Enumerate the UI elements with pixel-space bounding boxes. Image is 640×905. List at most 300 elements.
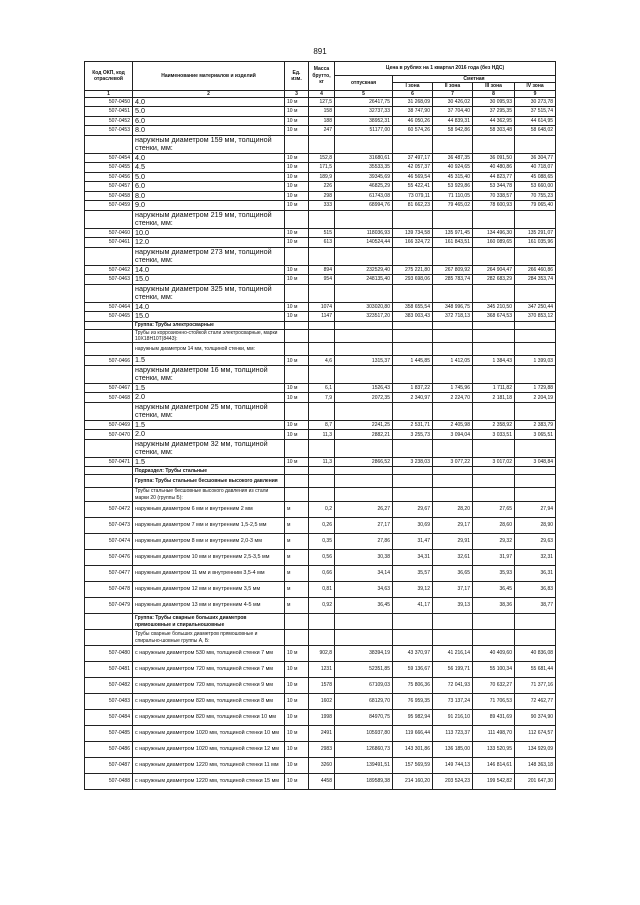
cell-empty xyxy=(393,321,433,329)
table-section-row xyxy=(85,614,556,630)
header-estimated: Сметная xyxy=(393,76,556,83)
cell-mass: 1602 xyxy=(309,694,335,710)
cell-code xyxy=(85,614,133,630)
cell-zone-4: 45 088,65 xyxy=(515,172,556,182)
table-section-row xyxy=(85,321,556,329)
cell-name: 4.5 xyxy=(133,163,285,173)
cell-code xyxy=(85,439,133,457)
cell-empty xyxy=(309,630,335,646)
table-row xyxy=(85,662,556,678)
cell-unit: 10 м xyxy=(285,356,309,366)
cell-zone-4: 37 515,74 xyxy=(515,107,556,117)
cell-zone-1: 139 734,58 xyxy=(393,228,433,238)
cell-zone-1: 39,12 xyxy=(393,582,433,598)
cell-zone-3: 55 100,34 xyxy=(473,662,515,678)
cell-zone-1: 214 160,20 xyxy=(393,774,433,790)
cell-empty xyxy=(433,210,473,228)
cell-unit: 10 м xyxy=(285,265,309,275)
cell-empty xyxy=(335,329,393,343)
column-index: 2 xyxy=(133,90,285,97)
cell-zone-2: 2 224,70 xyxy=(433,393,473,403)
cell-empty xyxy=(335,321,393,329)
cell-release-price: 26417,75 xyxy=(335,97,393,107)
cell-code: 507-0474 xyxy=(85,534,133,550)
cell-section-title: Группа: Трубы стальные бесшовные высокого давления xyxy=(133,475,285,488)
column-index: 7 xyxy=(433,90,473,97)
cell-empty xyxy=(335,402,393,420)
cell-zone-3: 70 338,57 xyxy=(473,191,515,201)
cell-zone-1: 46 050,26 xyxy=(393,116,433,126)
cell-empty xyxy=(335,614,393,630)
header-name: Наименование материалов и изделий xyxy=(133,62,285,91)
cell-zone-1: 55 422,41 xyxy=(393,182,433,192)
cell-empty xyxy=(473,475,515,488)
cell-zone-4: 55 681,44 xyxy=(515,662,556,678)
cell-mass: 333 xyxy=(309,201,335,211)
cell-release-price: 140524,44 xyxy=(335,238,393,248)
table-section-row xyxy=(85,329,556,343)
cell-zone-4: 36,31 xyxy=(515,566,556,582)
price-table xyxy=(84,61,556,790)
cell-empty xyxy=(309,247,335,265)
column-index-row xyxy=(85,90,556,97)
column-index: 3 xyxy=(285,90,309,97)
cell-code: 507-0482 xyxy=(85,678,133,694)
cell-code: 507-0486 xyxy=(85,742,133,758)
cell-zone-2: 203 524,23 xyxy=(433,774,473,790)
cell-name: 1.5 xyxy=(133,356,285,366)
cell-zone-4: 284 353,74 xyxy=(515,275,556,285)
cell-zone-1: 2 340,97 xyxy=(393,393,433,403)
cell-mass: 6,1 xyxy=(309,383,335,393)
cell-code: 507-0463 xyxy=(85,275,133,285)
cell-zone-4: 2 204,19 xyxy=(515,393,556,403)
cell-code xyxy=(85,402,133,420)
cell-zone-1: 3 255,73 xyxy=(393,430,433,440)
cell-empty xyxy=(309,135,335,153)
cell-zone-3: 31,97 xyxy=(473,550,515,566)
cell-zone-1: 383 003,43 xyxy=(393,312,433,322)
cell-release-price: 1526,43 xyxy=(335,383,393,393)
cell-zone-3: 345 210,50 xyxy=(473,302,515,312)
cell-code: 507-0480 xyxy=(85,646,133,662)
cell-mass: 1578 xyxy=(309,678,335,694)
cell-empty xyxy=(335,284,393,302)
cell-zone-3: 44 362,95 xyxy=(473,116,515,126)
cell-empty xyxy=(309,402,335,420)
header-zone-3: III зона xyxy=(473,83,515,90)
cell-zone-3: 199 542,82 xyxy=(473,774,515,790)
cell-mass: 2491 xyxy=(309,726,335,742)
cell-empty xyxy=(473,488,515,502)
cell-zone-2: 135 971,45 xyxy=(433,228,473,238)
cell-zone-3: 282 683,29 xyxy=(473,275,515,285)
cell-mass: 0,26 xyxy=(309,518,335,534)
cell-zone-3: 44 823,77 xyxy=(473,172,515,182)
cell-mass: 189,9 xyxy=(309,172,335,182)
cell-zone-2: 136 185,00 xyxy=(433,742,473,758)
cell-unit: 10 м xyxy=(285,312,309,322)
table-row xyxy=(85,678,556,694)
cell-zone-4: 28,90 xyxy=(515,518,556,534)
header-price-title: Цена в рублях на 1 квартал 2016 года (без НДС) xyxy=(335,62,556,76)
cell-zone-3: 71 706,53 xyxy=(473,694,515,710)
table-row xyxy=(85,238,556,248)
table-section-row xyxy=(85,488,556,502)
cell-zone-1: 41,17 xyxy=(393,598,433,614)
cell-zone-2: 39,13 xyxy=(433,598,473,614)
cell-name: 2.0 xyxy=(133,430,285,440)
header-zone-2: II зона xyxy=(433,83,473,90)
cell-unit: м xyxy=(285,582,309,598)
cell-release-price: 126860,73 xyxy=(335,742,393,758)
cell-empty xyxy=(335,365,393,383)
cell-empty xyxy=(335,343,393,356)
cell-empty xyxy=(433,365,473,383)
cell-zone-2: 79 465,02 xyxy=(433,201,473,211)
cell-empty xyxy=(335,475,393,488)
cell-code: 507-0453 xyxy=(85,126,133,136)
price-table-body xyxy=(85,97,556,789)
cell-zone-4: 53 660,00 xyxy=(515,182,556,192)
cell-zone-4: 27,94 xyxy=(515,502,556,518)
cell-zone-2: 28,20 xyxy=(433,502,473,518)
table-row xyxy=(85,694,556,710)
cell-mass: 11,3 xyxy=(309,457,335,467)
cell-release-price: 51177,00 xyxy=(335,126,393,136)
table-row xyxy=(85,758,556,774)
table-row xyxy=(85,457,556,467)
cell-zone-1: 30,69 xyxy=(393,518,433,534)
cell-zone-1: 3 238,03 xyxy=(393,457,433,467)
cell-code: 507-0461 xyxy=(85,238,133,248)
cell-release-price: 39345,69 xyxy=(335,172,393,182)
cell-name: 12.0 xyxy=(133,238,285,248)
table-row xyxy=(85,420,556,430)
cell-empty xyxy=(433,135,473,153)
cell-zone-2: 53 929,86 xyxy=(433,182,473,192)
cell-unit: 10 м xyxy=(285,383,309,393)
cell-zone-2: 285 783,74 xyxy=(433,275,473,285)
cell-zone-4: 2 383,79 xyxy=(515,420,556,430)
cell-mass: 171,5 xyxy=(309,163,335,173)
column-index: 9 xyxy=(515,90,556,97)
cell-empty xyxy=(285,135,309,153)
table-row xyxy=(85,550,556,566)
cell-zone-4: 90 374,90 xyxy=(515,710,556,726)
cell-zone-3: 40 480,86 xyxy=(473,163,515,173)
cell-empty xyxy=(309,467,335,475)
cell-zone-3: 160 089,65 xyxy=(473,238,515,248)
cell-release-price: 61743,08 xyxy=(335,191,393,201)
cell-empty xyxy=(515,467,556,475)
cell-zone-2: 149 744,13 xyxy=(433,758,473,774)
cell-unit: м xyxy=(285,598,309,614)
cell-name: с наружным диаметром 720 мм, толщиной стенки 9 мм xyxy=(133,678,285,694)
cell-release-price: 38394,19 xyxy=(335,646,393,662)
cell-release-price: 232529,40 xyxy=(335,265,393,275)
cell-name: с наружным диаметром 820 мм, толщиной стенки 10 мм xyxy=(133,710,285,726)
cell-empty xyxy=(473,321,515,329)
cell-zone-2: 1 412,05 xyxy=(433,356,473,366)
column-index: 8 xyxy=(473,90,515,97)
cell-mass: 613 xyxy=(309,238,335,248)
cell-empty xyxy=(473,365,515,383)
cell-zone-1: 119 666,44 xyxy=(393,726,433,742)
cell-zone-3: 53 344,78 xyxy=(473,182,515,192)
cell-empty xyxy=(515,630,556,646)
cell-empty xyxy=(309,439,335,457)
cell-release-price: 31680,61 xyxy=(335,153,393,163)
table-row xyxy=(85,393,556,403)
cell-empty xyxy=(285,488,309,502)
cell-unit: 10 м xyxy=(285,457,309,467)
cell-release-price: 323517,20 xyxy=(335,312,393,322)
cell-zone-2: 45 315,40 xyxy=(433,172,473,182)
cell-release-price: 52351,85 xyxy=(335,662,393,678)
cell-code xyxy=(85,247,133,265)
cell-zone-3: 111 498,70 xyxy=(473,726,515,742)
cell-unit: 10 м xyxy=(285,163,309,173)
cell-name: наружным диаметром 13 мм и внутренним 4-5 мм xyxy=(133,598,285,614)
cell-mass: 0,66 xyxy=(309,566,335,582)
cell-empty xyxy=(285,365,309,383)
cell-zone-1: 76 959,35 xyxy=(393,694,433,710)
cell-section-title: наружным диаметром 14 мм, толщиной стенки, мм: xyxy=(133,343,285,356)
cell-section-title: Трубы стальные бесшовные высокого давления из стали марки 20 (группы Б): xyxy=(133,488,285,502)
cell-zone-4: 32,31 xyxy=(515,550,556,566)
cell-empty xyxy=(393,439,433,457)
cell-mass: 188 xyxy=(309,116,335,126)
cell-zone-1: 29,67 xyxy=(393,502,433,518)
cell-code: 507-0459 xyxy=(85,201,133,211)
cell-zone-1: 95 982,94 xyxy=(393,710,433,726)
cell-mass: 0,92 xyxy=(309,598,335,614)
cell-code: 507-0457 xyxy=(85,182,133,192)
cell-empty xyxy=(393,467,433,475)
cell-zone-2: 29,91 xyxy=(433,534,473,550)
cell-zone-1: 2 531,71 xyxy=(393,420,433,430)
cell-section-title: наружным диаметром 16 мм, толщиной стенки, мм: xyxy=(133,365,285,383)
cell-name: 10.0 xyxy=(133,228,285,238)
cell-zone-4: 370 853,12 xyxy=(515,312,556,322)
cell-empty xyxy=(473,343,515,356)
cell-zone-4: 44 614,95 xyxy=(515,116,556,126)
cell-code xyxy=(85,321,133,329)
cell-section-title: наружным диаметром 325 мм, толщиной стенки, мм: xyxy=(133,284,285,302)
cell-zone-2: 1 745,96 xyxy=(433,383,473,393)
cell-release-price: 303020,80 xyxy=(335,302,393,312)
cell-zone-4: 71 377,16 xyxy=(515,678,556,694)
cell-zone-3: 146 814,61 xyxy=(473,758,515,774)
cell-empty xyxy=(515,614,556,630)
cell-unit: 10 м xyxy=(285,116,309,126)
cell-unit: 10 м xyxy=(285,228,309,238)
cell-section-title: наружным диаметром 159 мм, толщиной стенки, мм: xyxy=(133,135,285,153)
cell-empty xyxy=(515,439,556,457)
table-row xyxy=(85,163,556,173)
cell-mass: 515 xyxy=(309,228,335,238)
cell-zone-2: 56 199,71 xyxy=(433,662,473,678)
cell-mass: 4458 xyxy=(309,774,335,790)
cell-name: 14.0 xyxy=(133,265,285,275)
cell-code xyxy=(85,329,133,343)
cell-empty xyxy=(309,284,335,302)
cell-empty xyxy=(473,402,515,420)
cell-zone-1: 43 370,97 xyxy=(393,646,433,662)
cell-mass: 247 xyxy=(309,126,335,136)
cell-zone-4: 135 291,07 xyxy=(515,228,556,238)
cell-empty xyxy=(393,365,433,383)
header-code: Код ОКП, код отраслевой xyxy=(85,62,133,91)
table-row xyxy=(85,228,556,238)
cell-zone-3: 89 431,69 xyxy=(473,710,515,726)
table-row xyxy=(85,302,556,312)
cell-zone-3: 2 358,92 xyxy=(473,420,515,430)
cell-code: 507-0467 xyxy=(85,383,133,393)
cell-name: 4.0 xyxy=(133,97,285,107)
cell-name: 1.5 xyxy=(133,383,285,393)
cell-code: 507-0450 xyxy=(85,97,133,107)
cell-unit: 10 м xyxy=(285,710,309,726)
cell-mass: 8,7 xyxy=(309,420,335,430)
cell-empty xyxy=(393,630,433,646)
cell-mass: 954 xyxy=(309,275,335,285)
cell-zone-1: 37 497,17 xyxy=(393,153,433,163)
column-index: 1 xyxy=(85,90,133,97)
cell-code: 507-0452 xyxy=(85,116,133,126)
cell-unit: 10 м xyxy=(285,302,309,312)
cell-zone-2: 2 405,98 xyxy=(433,420,473,430)
cell-mass: 1074 xyxy=(309,302,335,312)
table-section-row xyxy=(85,475,556,488)
cell-zone-1: 275 221,80 xyxy=(393,265,433,275)
cell-empty xyxy=(335,467,393,475)
cell-zone-1: 166 324,72 xyxy=(393,238,433,248)
cell-empty xyxy=(309,210,335,228)
cell-zone-3: 28,60 xyxy=(473,518,515,534)
cell-zone-1: 157 569,59 xyxy=(393,758,433,774)
cell-zone-3: 70 632,27 xyxy=(473,678,515,694)
cell-zone-3: 368 674,53 xyxy=(473,312,515,322)
cell-zone-4: 3 065,51 xyxy=(515,430,556,440)
cell-empty xyxy=(433,321,473,329)
cell-empty xyxy=(285,247,309,265)
cell-release-price: 32737,33 xyxy=(335,107,393,117)
cell-zone-3: 36 091,50 xyxy=(473,153,515,163)
cell-code: 507-0454 xyxy=(85,153,133,163)
cell-zone-1: 31,47 xyxy=(393,534,433,550)
cell-empty xyxy=(309,475,335,488)
cell-code: 507-0484 xyxy=(85,710,133,726)
cell-empty xyxy=(473,135,515,153)
cell-zone-4: 3 048,84 xyxy=(515,457,556,467)
cell-unit: 10 м xyxy=(285,662,309,678)
cell-name: 1.5 xyxy=(133,420,285,430)
cell-name: 6.0 xyxy=(133,182,285,192)
cell-zone-3: 30 095,93 xyxy=(473,97,515,107)
cell-name: 9.0 xyxy=(133,201,285,211)
cell-empty xyxy=(515,135,556,153)
cell-release-price: 2882,21 xyxy=(335,430,393,440)
cell-zone-2: 40 924,65 xyxy=(433,163,473,173)
cell-mass: 1231 xyxy=(309,662,335,678)
cell-section-title: Группа: Трубы сварные больших диаметров прямошовные и спиральношовные xyxy=(133,614,285,630)
cell-name: с наружным диаметром 1220 мм, толщиной стенки 11 мм xyxy=(133,758,285,774)
cell-code: 507-0485 xyxy=(85,726,133,742)
cell-name: 15.0 xyxy=(133,312,285,322)
cell-unit: 10 м xyxy=(285,191,309,201)
table-row xyxy=(85,774,556,790)
cell-empty xyxy=(285,210,309,228)
header-mass: Масса брутто, кг xyxy=(309,62,335,91)
cell-zone-4: 58 648,02 xyxy=(515,126,556,136)
cell-empty xyxy=(309,488,335,502)
cell-empty xyxy=(433,329,473,343)
table-section-row xyxy=(85,247,556,265)
cell-release-price: 27,17 xyxy=(335,518,393,534)
cell-code: 507-0468 xyxy=(85,393,133,403)
cell-zone-1: 60 574,26 xyxy=(393,126,433,136)
cell-unit: 10 м xyxy=(285,678,309,694)
cell-name: 1.5 xyxy=(133,457,285,467)
cell-zone-1: 358 655,54 xyxy=(393,302,433,312)
cell-zone-1: 73 079,11 xyxy=(393,191,433,201)
cell-name: наружным диаметром 10 мм и внутренним 2,5-3,5 мм xyxy=(133,550,285,566)
cell-name: с наружным диаметром 820 мм, толщиной стенки 8 мм xyxy=(133,694,285,710)
table-section-row xyxy=(85,365,556,383)
cell-mass: 0,2 xyxy=(309,502,335,518)
cell-unit: м xyxy=(285,550,309,566)
cell-zone-4: 148 363,18 xyxy=(515,758,556,774)
cell-code: 507-0478 xyxy=(85,582,133,598)
cell-section-title: Трубы из коррозионно-стойкой стали электросварные, марки 10Х18Н10Т(8443): xyxy=(133,329,285,343)
cell-name: наружным диаметром 12 мм и внутренним 3,5 мм xyxy=(133,582,285,598)
cell-code xyxy=(85,284,133,302)
cell-code: 507-0473 xyxy=(85,518,133,534)
table-section-row xyxy=(85,135,556,153)
cell-zone-4: 201 647,30 xyxy=(515,774,556,790)
cell-zone-1: 1 837,22 xyxy=(393,383,433,393)
cell-empty xyxy=(393,343,433,356)
cell-code: 507-0470 xyxy=(85,430,133,440)
cell-release-price: 34,63 xyxy=(335,582,393,598)
cell-zone-4: 347 250,44 xyxy=(515,302,556,312)
cell-zone-1: 46 569,54 xyxy=(393,172,433,182)
cell-zone-3: 35,93 xyxy=(473,566,515,582)
cell-empty xyxy=(433,467,473,475)
cell-release-price: 36,45 xyxy=(335,598,393,614)
cell-zone-4: 112 674,57 xyxy=(515,726,556,742)
cell-zone-2: 372 718,13 xyxy=(433,312,473,322)
cell-mass: 2983 xyxy=(309,742,335,758)
cell-zone-2: 72 041,93 xyxy=(433,678,473,694)
cell-zone-2: 58 942,86 xyxy=(433,126,473,136)
cell-name: 15.0 xyxy=(133,275,285,285)
cell-unit: 10 м xyxy=(285,393,309,403)
cell-empty xyxy=(433,439,473,457)
cell-unit: 10 м xyxy=(285,97,309,107)
cell-zone-2: 37 704,40 xyxy=(433,107,473,117)
cell-release-price: 105937,80 xyxy=(335,726,393,742)
cell-empty xyxy=(515,365,556,383)
cell-zone-2: 91 216,10 xyxy=(433,710,473,726)
cell-zone-1: 75 806,36 xyxy=(393,678,433,694)
cell-zone-2: 44 839,31 xyxy=(433,116,473,126)
table-row xyxy=(85,172,556,182)
cell-name: с наружным диаметром 1020 мм, толщиной стенки 10 мм xyxy=(133,726,285,742)
table-section-row xyxy=(85,439,556,457)
